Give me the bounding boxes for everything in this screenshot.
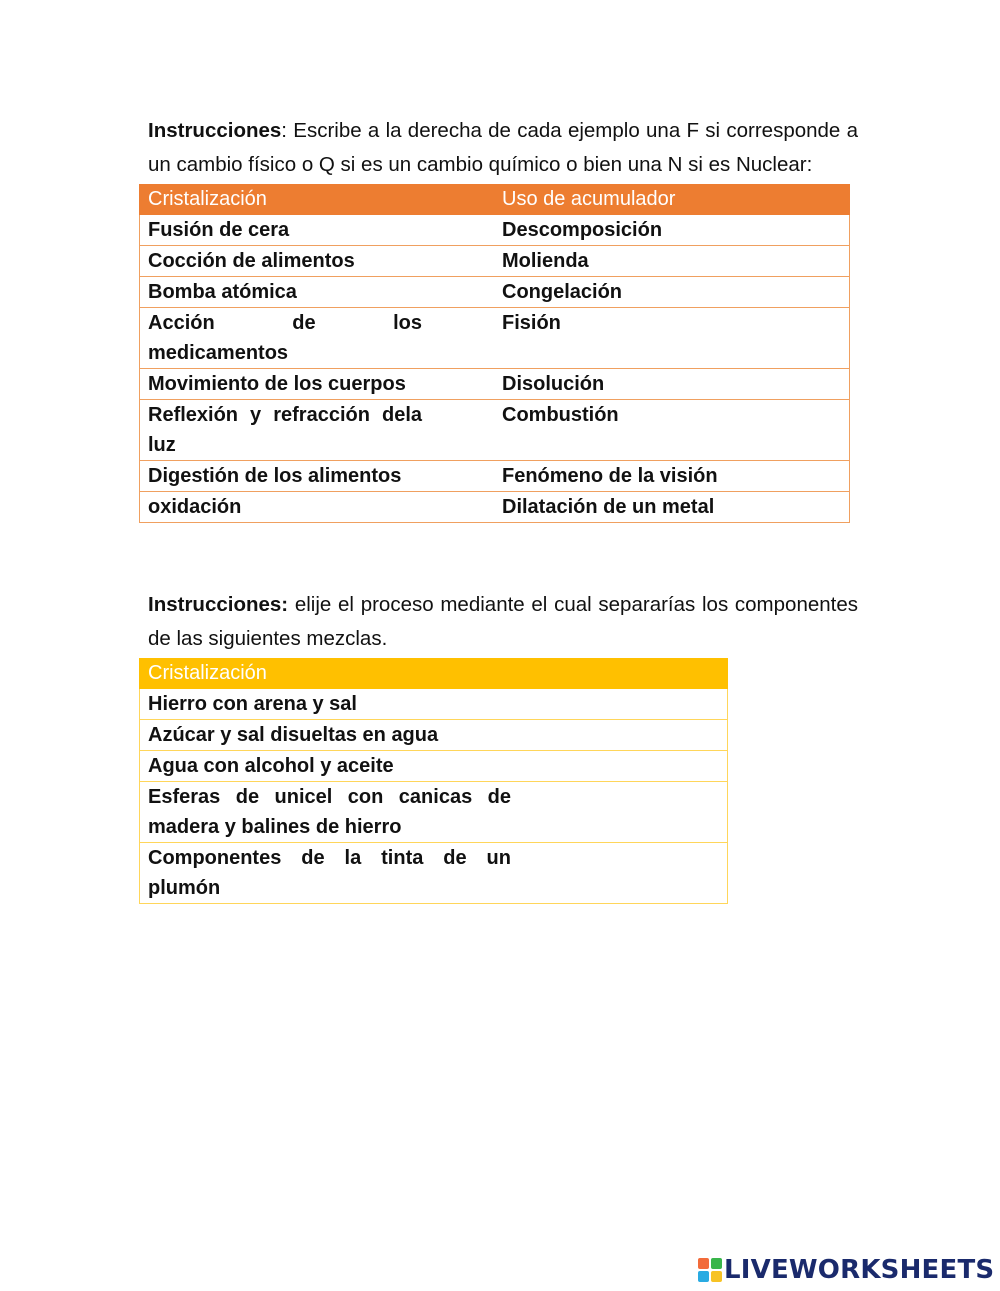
table-cell: Acción de los medicamentos: [140, 308, 495, 369]
table-cell: Azúcar y sal disueltas en agua: [140, 720, 728, 751]
table-cell: Hierro con arena y sal: [140, 689, 728, 720]
changes-table: [139, 184, 850, 523]
mixtures-table: [139, 658, 728, 904]
instructions-2-label: Instrucciones:: [148, 593, 289, 616]
table-row: [140, 782, 728, 843]
liveworksheets-logo: [698, 1255, 994, 1285]
mixtures-table-header: [140, 658, 728, 689]
instructions-1-text: : Escribe a la derecha de cada ejemplo una F si corresponde a un cambio físico o Q si es un cambio químico o bien una N si es Nuclear:: [148, 119, 858, 176]
table-cell: Digestión de los alimentos: [140, 461, 495, 492]
table-row: [140, 400, 850, 461]
table-row: [140, 751, 728, 782]
table-cell: Dilatación de un metal: [494, 492, 850, 523]
table-row: [140, 215, 850, 246]
table-cell: Descomposición: [494, 215, 850, 246]
table-cell: Cocción de alimentos: [140, 246, 495, 277]
table-cell: Congelación: [494, 277, 850, 308]
table-cell: Fenómeno de la visión: [494, 461, 850, 492]
table-cell: Fisión: [494, 308, 850, 369]
header-cell-left: Cristalización: [140, 184, 495, 215]
table-row: [140, 369, 850, 400]
table-row: [140, 308, 850, 369]
table-row: [140, 720, 728, 751]
header-cell: Cristalización: [140, 658, 728, 689]
table-cell: Fusión de cera: [140, 215, 495, 246]
table-cell: Disolución: [494, 369, 850, 400]
table-cell: Movimiento de los cuerpos: [140, 369, 495, 400]
table-cell: Bomba atómica: [140, 277, 495, 308]
table-row: [140, 689, 728, 720]
liveworksheets-logo-text: LIVEWORKSHEETS: [724, 1255, 995, 1285]
table-cell: Componentes de la tinta de un plumón: [140, 843, 728, 904]
table-row: [140, 492, 850, 523]
table-cell: Reflexión y refracción dela luz: [140, 400, 495, 461]
table-cell: Esferas de unicel con canicas de madera y balines de hierro: [140, 782, 728, 843]
table-row: [140, 461, 850, 492]
table-row: [140, 277, 850, 308]
table-cell: Combustión: [494, 400, 850, 461]
instructions-2-text: elije el proceso mediante el cual separarías los componentes de las siguientes mezclas.: [148, 593, 858, 650]
instructions-1-label: Instrucciones: [148, 119, 282, 142]
changes-table-header: [140, 184, 850, 215]
header-cell-right: Uso de acumulador: [494, 184, 850, 215]
liveworksheets-logo-icon: [698, 1258, 722, 1282]
table-row: [140, 843, 728, 904]
table-cell: Agua con alcohol y aceite: [140, 751, 728, 782]
table-cell: Molienda: [494, 246, 850, 277]
instructions-1: [148, 114, 858, 182]
instructions-2: [148, 588, 858, 656]
table-row: [140, 246, 850, 277]
table-cell: oxidación: [140, 492, 495, 523]
